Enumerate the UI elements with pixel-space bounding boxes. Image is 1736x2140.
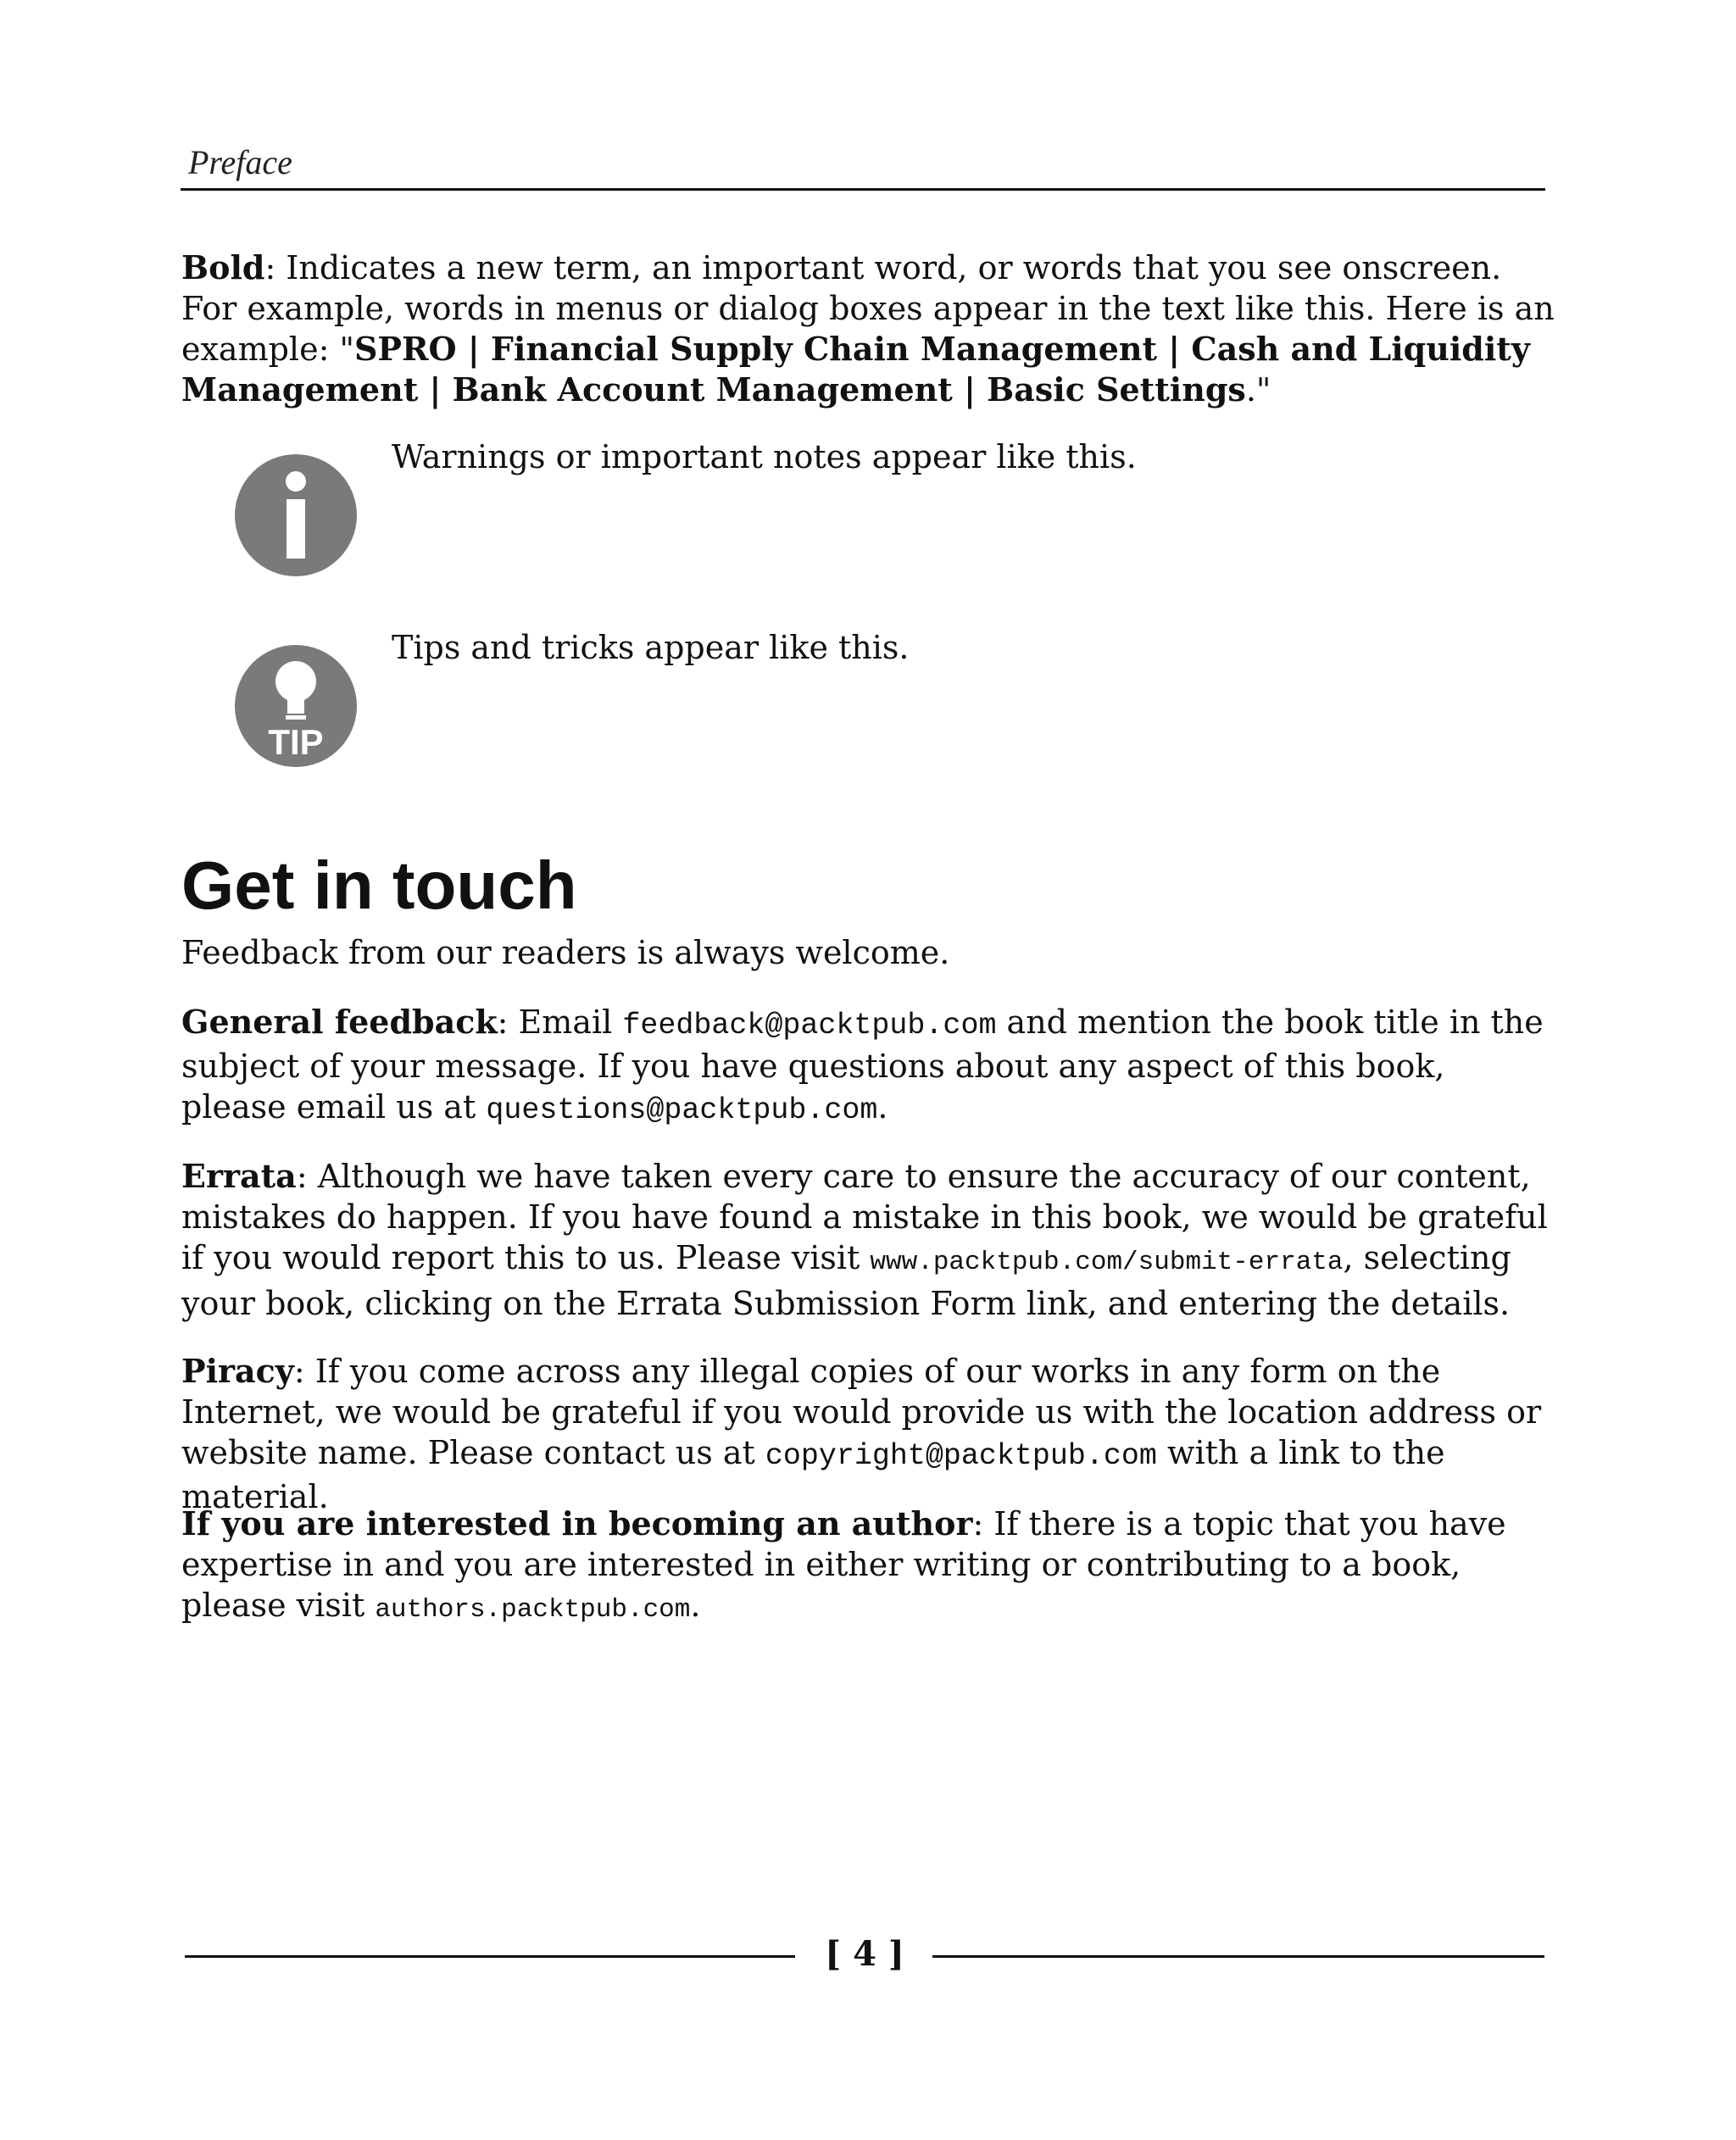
copyright-email: copyright@packtpub.com xyxy=(765,1439,1157,1473)
errata-text: : Although we have taken every care to ensure the accuracy of our content, mistakes do happen. If you have found a mistake in this book, we would be grateful if you would report this to us. Please visit xyxy=(181,1158,1548,1276)
intro-paragraph: Feedback from our readers is always welcome. xyxy=(181,934,950,971)
page-number: [ 4 ] xyxy=(825,1934,904,1974)
author-text: : If there is a topic that you have expertise in and you are interested in either writing or contributing to a book, please visit xyxy=(181,1505,1506,1624)
footer-rule-right xyxy=(932,1955,1544,1958)
section-title: Get in touch xyxy=(181,848,577,923)
authors-url: authors.packtpub.com xyxy=(375,1595,691,1625)
bold-term: Bold xyxy=(181,248,265,286)
piracy-text: : If you come across any illegal copies of our works in any form on the Internet, we would be grateful if you would provide us with the location address or website name. Please contact us at xyxy=(181,1353,1542,1471)
errata-paragraph xyxy=(181,1156,1555,1324)
warning-note-text: Warnings or important notes appear like this. xyxy=(392,438,1137,475)
errata-text-2: , selecting your book, clicking on the Errata Submission Form link, and entering the details. xyxy=(181,1239,1511,1322)
general-feedback-text: : Email xyxy=(497,1003,623,1041)
footer-rule-left xyxy=(185,1955,795,1958)
general-feedback-end: . xyxy=(877,1088,888,1126)
author-paragraph xyxy=(181,1504,1555,1631)
general-feedback-text-2: and mention the book title in the subject of your message. If you have questions about any aspect of this book, please email us at xyxy=(181,1003,1544,1126)
piracy-term: Piracy xyxy=(181,1352,294,1390)
author-term: If you are interested in becoming an author xyxy=(181,1504,973,1542)
feedback-email: feedback@packtpub.com xyxy=(622,1009,997,1042)
author-text-end: . xyxy=(690,1587,701,1624)
running-header: Preface xyxy=(188,143,292,181)
piracy-paragraph xyxy=(181,1351,1555,1517)
piracy-text-2: with a link to the material. xyxy=(181,1434,1445,1515)
info-icon xyxy=(234,453,358,577)
general-feedback-paragraph xyxy=(181,1002,1555,1131)
bold-convention-end: ." xyxy=(1245,371,1271,409)
menu-path-example: SPRO | Financial Supply Chain Management | Cash and Liquidity Management | Bank Account Management | Basic Settings xyxy=(181,330,1530,409)
errata-term: Errata xyxy=(181,1157,297,1195)
errata-url: www.packtpub.com/submit-errata xyxy=(870,1248,1344,1277)
questions-email: questions@packtpub.com xyxy=(486,1093,878,1127)
bold-convention-text: : Indicates a new term, an important word, or words that you see onscreen. For example, words in menus or dialog boxes appear in the text like this. Here is an example: " xyxy=(181,249,1555,368)
tip-icon-label: TIP xyxy=(268,722,324,762)
bold-convention-paragraph xyxy=(181,247,1555,410)
tip-note-text: Tips and tricks appear like this. xyxy=(392,629,910,666)
tip-icon xyxy=(234,644,358,768)
header-rule xyxy=(181,188,1545,191)
general-feedback-term: General feedback xyxy=(181,1003,498,1041)
